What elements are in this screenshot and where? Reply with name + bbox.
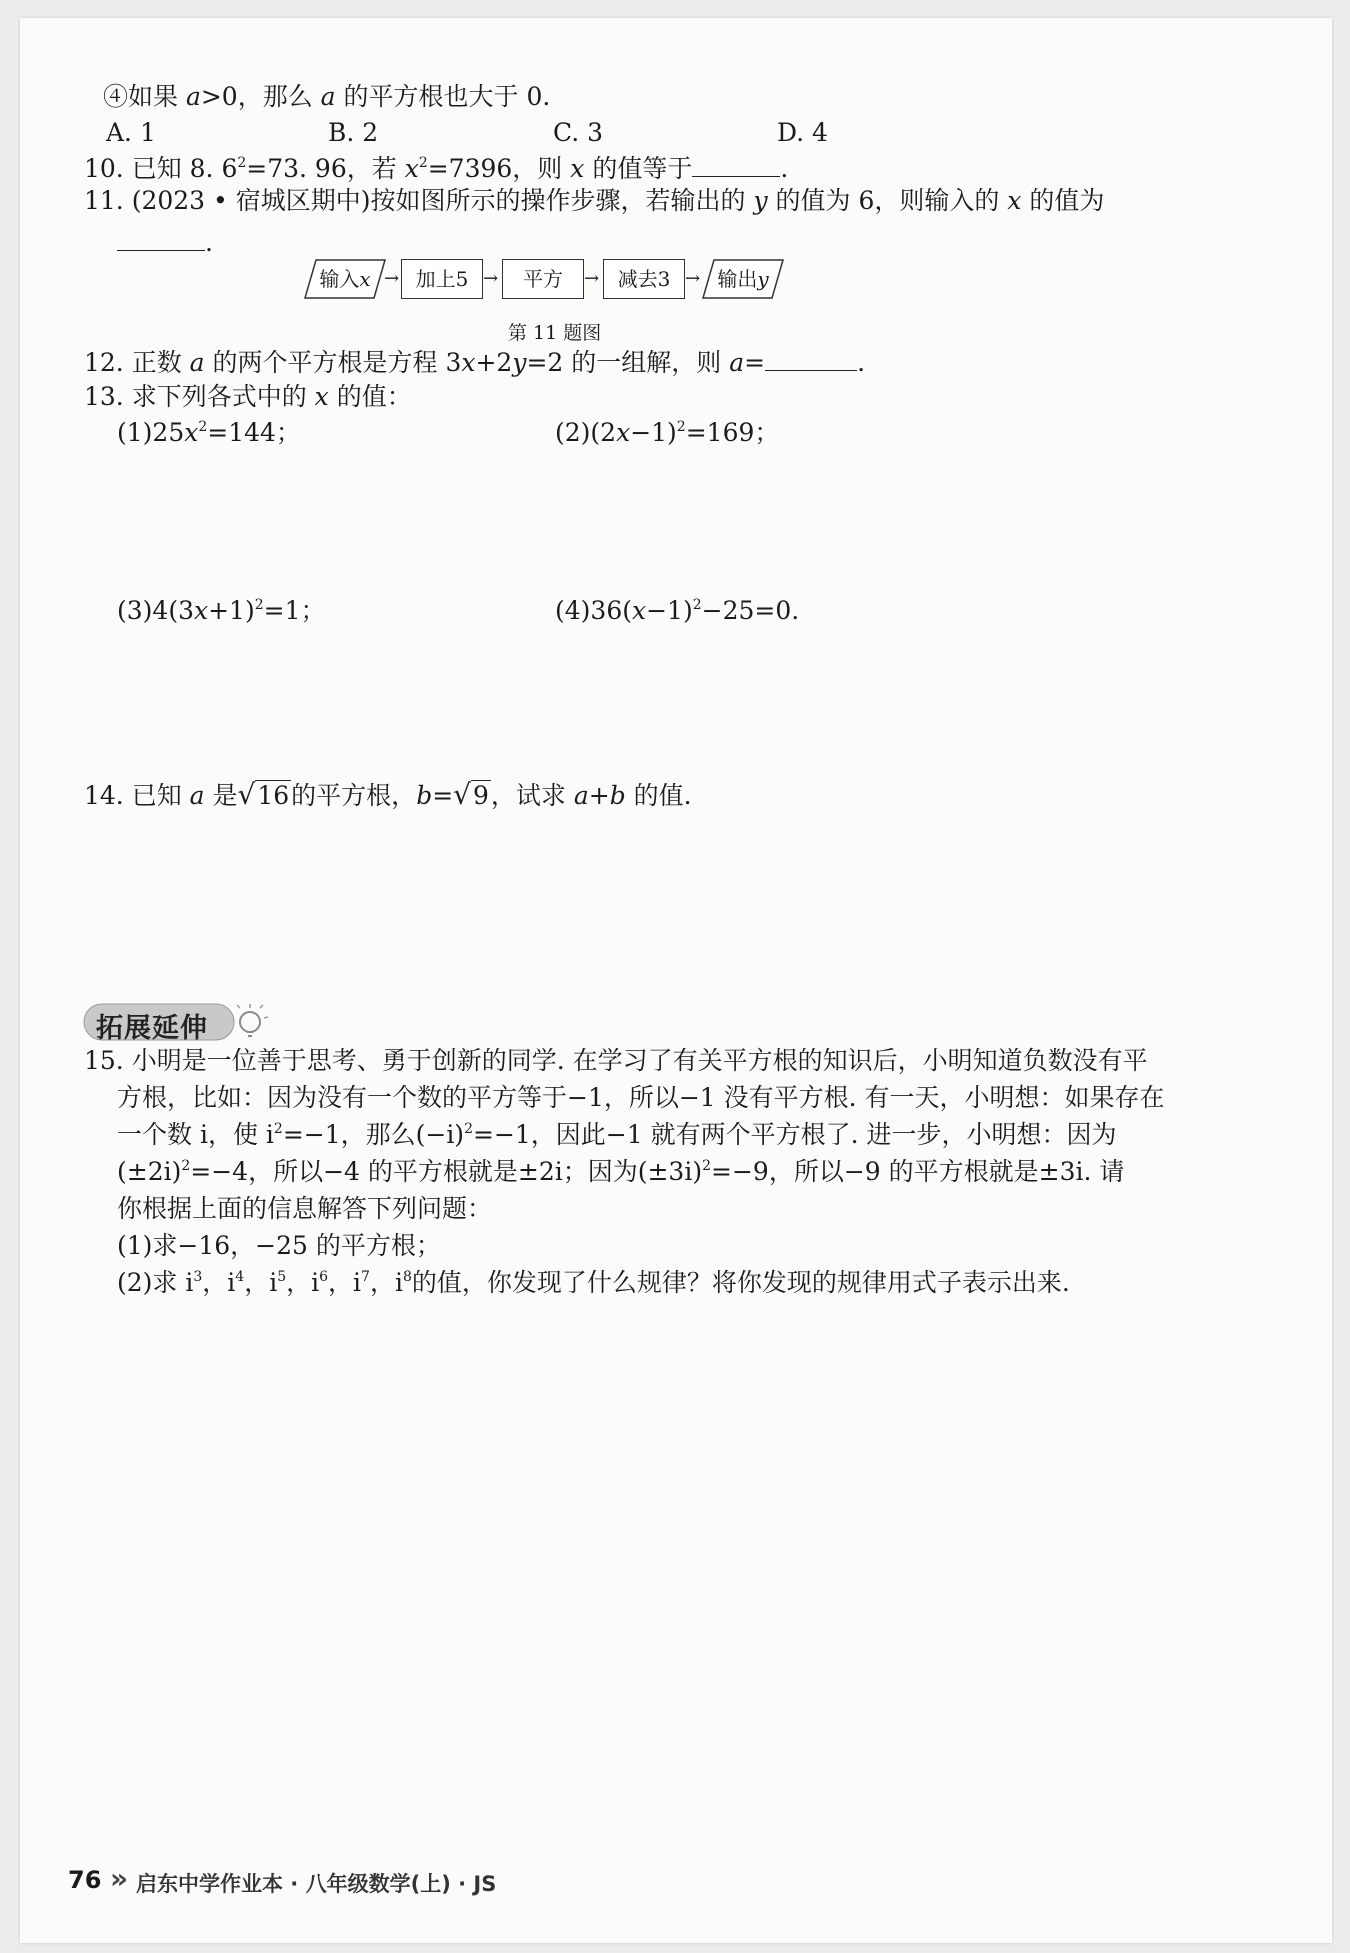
q14-text: 的值. — [625, 781, 692, 810]
q13-text: =1； — [263, 596, 326, 625]
q15-part2 — [117, 1266, 1070, 1300]
q15-text: ，i — [328, 1268, 362, 1297]
q13-text: (3)4(3 — [117, 596, 194, 625]
superscript: 2 — [676, 419, 686, 435]
superscript: 2 — [237, 155, 247, 171]
answer-blank[interactable] — [765, 344, 857, 371]
superscript: 3 — [193, 1269, 203, 1285]
q9-text: ④如果 — [103, 82, 186, 111]
q15-text: 一个数 i，使 i — [117, 1120, 274, 1149]
var-a: a — [185, 82, 201, 111]
q15-line2: 方根，比如：因为没有一个数的平方等于−1，所以−1 没有平方根. 有一天，小明想：如果存在 — [117, 1083, 1165, 1112]
answer-blank[interactable] — [692, 150, 780, 177]
q13-text: −25=0. — [701, 596, 800, 625]
q13-text: =144； — [207, 418, 301, 447]
question-12 — [84, 344, 865, 380]
q15-part1: (1)求−16，−25 的平方根； — [117, 1231, 441, 1260]
flow-input-label — [304, 259, 386, 299]
q13-part1 — [117, 416, 301, 450]
question-14 — [84, 778, 692, 813]
flow-step-add5: 加上5 — [401, 259, 483, 299]
q13-text: (2)(2 — [555, 418, 617, 447]
q15-text: =−1，因此−1 就有两个平方根了. 进一步，小明想：因为 — [473, 1120, 1117, 1149]
var-x: x — [1007, 186, 1022, 215]
q13-text: 的值： — [328, 382, 412, 411]
q15-text: =−9，所以−9 的平方根就是±3i. 请 — [711, 1157, 1125, 1186]
superscript: 6 — [319, 1269, 329, 1285]
radicand: 16 — [257, 781, 290, 810]
q15-text: ，i — [369, 1268, 403, 1297]
var-b: b — [609, 781, 626, 810]
superscript: 8 — [402, 1269, 412, 1285]
var-y: y — [753, 186, 768, 215]
q12-text: +2 — [475, 348, 513, 377]
q15-text: ，i — [202, 1268, 236, 1297]
flow-step-minus3: 减去3 — [603, 259, 685, 299]
arrow-icon: → — [685, 268, 701, 289]
q13-part3 — [117, 594, 325, 628]
q11-text: . — [205, 228, 213, 257]
flow-output-label — [702, 259, 784, 299]
sqrt-9: √9 — [453, 778, 489, 811]
q15-text: ，i — [244, 1268, 278, 1297]
var-b: b — [416, 781, 433, 810]
var-x: x — [359, 267, 371, 291]
option-b: B. 2 — [328, 118, 379, 147]
q15-line3 — [117, 1118, 1117, 1152]
superscript: 2 — [254, 597, 264, 613]
option-c: C. 3 — [553, 118, 604, 147]
flow-step-square: 平方 — [502, 259, 584, 299]
q15-line4 — [117, 1155, 1124, 1189]
q13-text: −1) — [630, 418, 677, 447]
workbook-page — [20, 18, 1332, 1943]
var-x: x — [314, 382, 329, 411]
q9-text: 的平方根也大于 0. — [335, 82, 551, 111]
q12-text: 12. 正数 — [84, 348, 190, 377]
q15-line5: 你根据上面的信息解答下列问题： — [117, 1194, 493, 1223]
q15-text: (2)求 i — [117, 1268, 194, 1297]
flow-text: 输入 — [319, 267, 360, 291]
q14-text: 是 — [204, 781, 238, 810]
var-a: a — [573, 781, 589, 810]
superscript: 5 — [277, 1269, 287, 1285]
var-a: a — [320, 82, 336, 111]
arrow-icon: → — [384, 268, 400, 289]
radicand: 9 — [473, 781, 489, 810]
var-x: x — [631, 596, 647, 625]
var-x: x — [193, 596, 209, 625]
q13-part4 — [555, 594, 799, 628]
q13-text: +1) — [208, 596, 255, 625]
var-y: y — [757, 267, 769, 291]
book-title: 启东中学作业本 · 八年级数学(上) · JS — [136, 1872, 497, 1896]
q15-text: =−1，那么(−i) — [282, 1120, 465, 1149]
superscript: 2 — [198, 419, 208, 435]
q14-text: ，试求 — [490, 781, 574, 810]
question-13 — [84, 380, 412, 414]
var-x: x — [404, 154, 419, 183]
q11-answer-line — [117, 224, 213, 260]
q14-text: 14. 已知 — [84, 781, 190, 810]
q10-text: =7396，则 — [427, 154, 571, 183]
q14-text: 的平方根， — [291, 781, 417, 810]
option-d: D. 4 — [777, 118, 828, 147]
q13-text: −1) — [646, 596, 693, 625]
q13-text: (4)36( — [555, 596, 632, 625]
question-10 — [84, 150, 788, 186]
q13-text: (1)25 — [117, 418, 185, 447]
var-a: a — [189, 781, 205, 810]
q12-text: = — [744, 348, 766, 377]
var-x: x — [570, 154, 585, 183]
sqrt-16: √16 — [237, 778, 290, 811]
flow-text: 输出 — [717, 267, 758, 291]
q13-text: =169； — [685, 418, 780, 447]
q13-text: 13. 求下列各式中的 — [84, 382, 315, 411]
var-x: x — [616, 418, 631, 447]
superscript: 4 — [235, 1269, 245, 1285]
var-a: a — [729, 348, 745, 377]
superscript: 2 — [181, 1158, 191, 1174]
superscript: 2 — [418, 155, 428, 171]
arrow-icon: → — [584, 268, 600, 289]
arrow-icon: → — [483, 268, 499, 289]
q15-line1: 15. 小明是一位善于思考、勇于创新的同学. 在学习了有关平方根的知识后，小明知道负数没有平 — [84, 1046, 1148, 1075]
superscript: 2 — [273, 1121, 283, 1137]
var-y: y — [512, 348, 527, 377]
q10-text: =73. 96，若 — [246, 154, 405, 183]
answer-blank[interactable] — [117, 224, 205, 251]
q15-text: (±2i) — [117, 1157, 182, 1186]
superscript: 7 — [361, 1269, 370, 1285]
q9-item4 — [103, 80, 550, 114]
q11-text: 11. (2023 • 宿城区期中)按如图所示的操作步骤，若输出的 — [84, 186, 754, 215]
q14-text: + — [588, 781, 610, 810]
figure-caption: 第 11 题图 — [508, 322, 602, 344]
q12-text: 的两个平方根是方程 3 — [204, 348, 462, 377]
q12-text: . — [857, 348, 866, 377]
q10-text: 10. 已知 8. 6 — [84, 154, 238, 183]
q14-text: = — [432, 781, 454, 810]
superscript: 2 — [464, 1121, 473, 1137]
var-x: x — [184, 418, 199, 447]
superscript: 2 — [692, 597, 702, 613]
section-extension-badge — [82, 998, 282, 1048]
question-11 — [84, 184, 1104, 218]
option-a: A. 1 — [106, 118, 156, 147]
q10-text: . — [780, 154, 789, 183]
q13-part2 — [555, 416, 779, 450]
section-title: 拓展延伸 — [96, 1013, 208, 1044]
q10-text: 的值等于 — [584, 154, 693, 183]
chevron-icon: » — [110, 1862, 129, 1895]
q11-text: 的值为 6，则输入的 — [767, 186, 1008, 215]
page-number: 76 — [68, 1866, 102, 1894]
q12-text: =2 的一组解，则 — [526, 348, 730, 377]
q15-text: =−4，所以−4 的平方根就是±2i；因为(±3i) — [190, 1157, 703, 1186]
q11-text: 的值为 — [1021, 186, 1105, 215]
var-x: x — [461, 348, 476, 377]
var-a: a — [189, 348, 205, 377]
superscript: 2 — [702, 1158, 712, 1174]
q15-text: ，i — [286, 1268, 320, 1297]
q9-text: >0，那么 — [200, 82, 321, 111]
q15-text: 的值，你发现了什么规律？将你发现的规律用式子表示出来. — [411, 1268, 1070, 1297]
